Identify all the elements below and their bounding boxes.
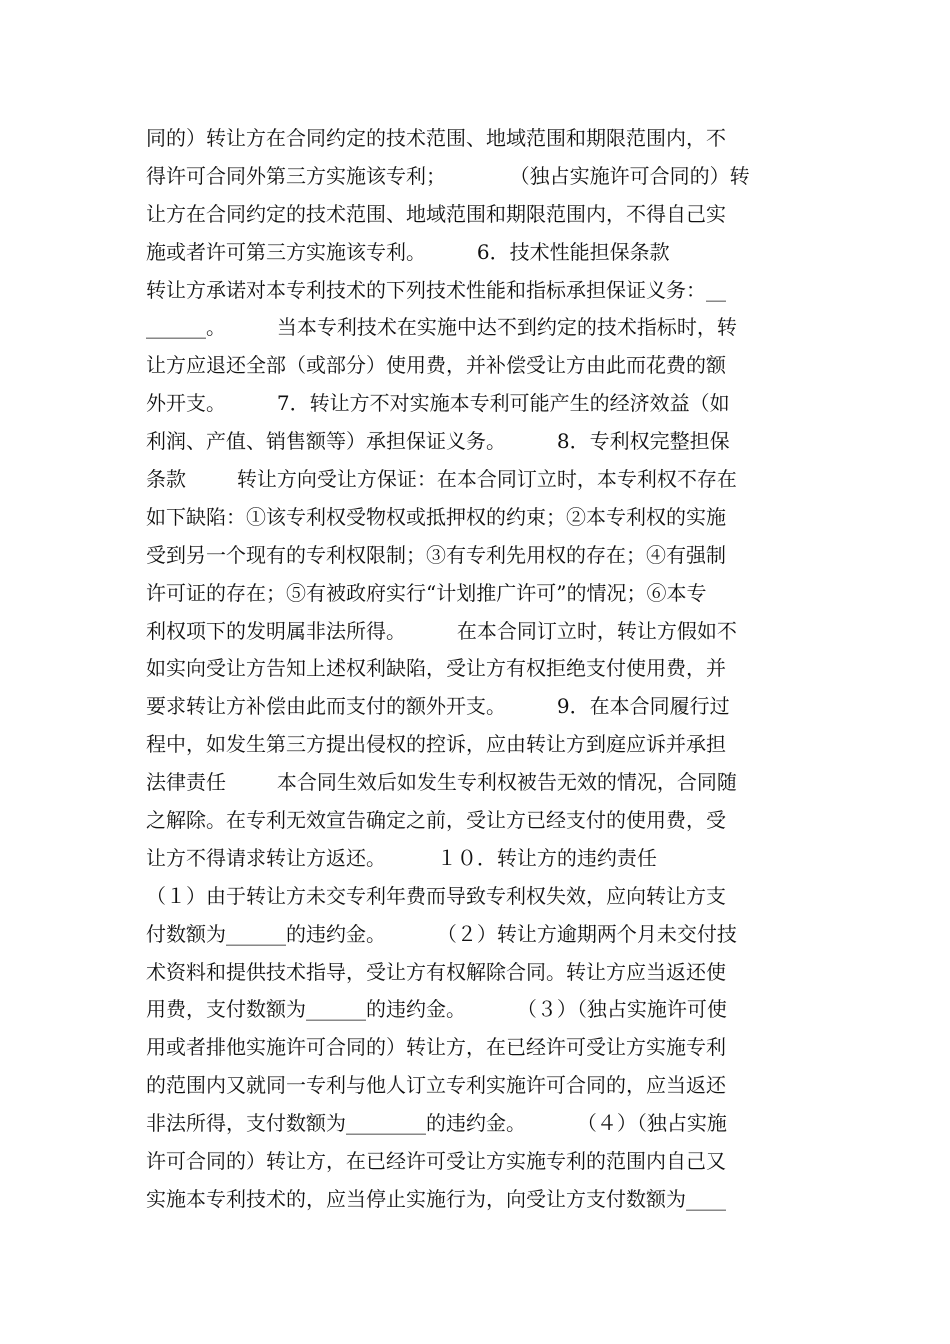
text-line: 付数额为______的违约金。 （２）转让方逾期两个月未交付技: [146, 921, 737, 946]
body-text: [146, 120, 806, 1219]
text-line: 之解除。在专利无效宣告确定之前，受让方已经支付的使用费，受: [146, 808, 726, 833]
text-line: 让方不得请求转让方返还。 １０．转让方的违约责任: [146, 845, 657, 870]
text-line: 受到另一个现有的专利权限制；③有专利先用权的存在；④有强制: [146, 542, 726, 567]
text-line: 非法所得，支付数额为________的违约金。 （４）（独占实施: [146, 1111, 727, 1136]
text-line: （１）由于转让方未交专利年费而导致专利权失效，应向转让方支: [146, 883, 726, 908]
text-line: 得许可合同外第三方实施该专利； （独占实施许可合同的）转: [146, 163, 750, 188]
text-line: 施或者许可第三方实施该专利。 6．技术性能担保条款: [146, 239, 670, 264]
text-line: 如下缺陷：①该专利权受物权或抵押权的约束；②本专利权的实施: [146, 504, 726, 529]
text-line: 条款 转让方向受让方保证：在本合同订立时，本专利权不存在: [146, 467, 737, 492]
text-line: 术资料和提供技术指导，受让方有权解除合同。转让方应当返还使: [146, 959, 726, 984]
text-line: 许可证的存在；⑤有被政府实行“计划推广许可”的情况；⑥本专: [146, 580, 707, 605]
text-line: 许可合同的）转让方，在已经许可受让方实施专利的范围内自己又: [146, 1149, 726, 1174]
text-line: ______。 当本专利技术在实施中达不到约定的技术指标时，转: [146, 315, 737, 340]
text-line: 要求转让方补偿由此而支付的额外开支。 9．在本合同履行过: [146, 694, 730, 719]
text-line: 法律责任 本合同生效后如发生专利权被告无效的情况，合同随: [146, 770, 737, 795]
text-line: 转让方承诺对本专利技术的下列技术性能和指标承担保证义务：__: [146, 277, 726, 302]
text-line: 利权项下的发明属非法所得。 在本合同订立时，转让方假如不: [146, 618, 737, 643]
text-line: 用费，支付数额为______的违约金。 （３）（独占实施许可使: [146, 997, 727, 1022]
text-line: 让方在合同约定的技术范围、地域范围和期限范围内，不得自己实: [146, 201, 726, 226]
text-line: 外开支。 7．转让方不对实施本专利可能产生的经济效益（如: [146, 391, 730, 416]
text-line: 让方应退还全部（或部分）使用费，并补偿受让方由此而花费的额: [146, 353, 726, 378]
text-line: 的范围内又就同一专利与他人订立专利实施许可合同的，应当返还: [146, 1073, 726, 1098]
text-line: 如实向受让方告知上述权利缺陷，受让方有权拒绝支付使用费，并: [146, 656, 726, 681]
text-line: 同的）转让方在合同约定的技术范围、地域范围和期限范围内，不: [146, 126, 726, 150]
text-line: 用或者排他实施许可合同的）转让方，在已经许可受让方实施专利: [146, 1035, 726, 1060]
text-line: 利润、产值、销售额等）承担保证义务。 8．专利权完整担保: [146, 429, 730, 454]
text-line: 程中，如发生第三方提出侵权的控诉，应由转让方到庭应诉并承担: [146, 732, 726, 757]
text-line: 实施本专利技术的，应当停止实施行为，向受让方支付数额为____: [146, 1186, 726, 1211]
